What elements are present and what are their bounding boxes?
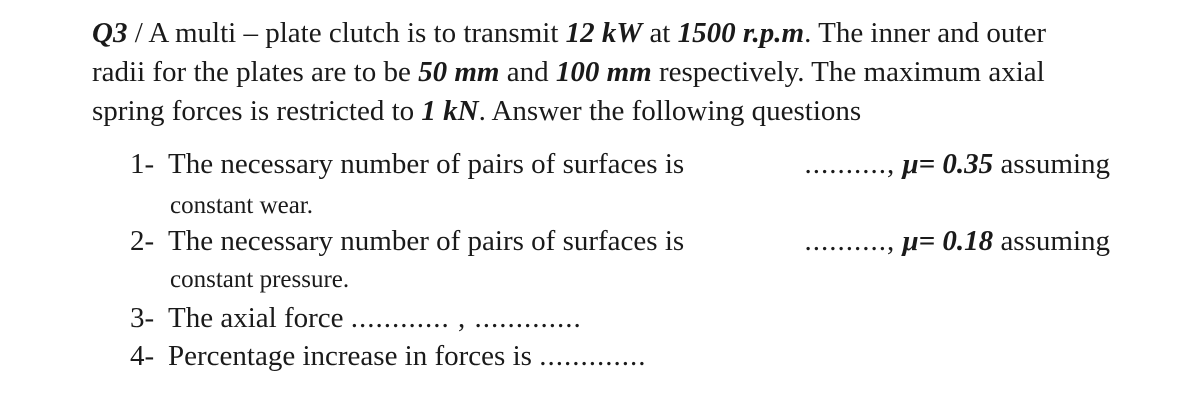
question-item-2-right bbox=[805, 225, 1110, 258]
item-text: The necessary number of pairs of surfaces is bbox=[168, 148, 685, 180]
answer-blank: ............ , ............. bbox=[350, 302, 582, 334]
item-number: 4- bbox=[130, 340, 155, 372]
question-item-1 bbox=[130, 148, 684, 181]
statement-text: respectively. The maximum axial bbox=[651, 56, 1045, 88]
answer-blank: .........., bbox=[804, 225, 896, 257]
statement-line-2 bbox=[92, 53, 1112, 92]
answer-blank: ............. bbox=[539, 340, 647, 372]
statement-text: . Answer the following questions bbox=[478, 95, 862, 127]
statement-text: radii for the plates are to be bbox=[92, 56, 419, 88]
friction-coefficient: μ= 0.18 bbox=[902, 225, 994, 257]
question-item-1-right bbox=[805, 148, 1110, 181]
speed-value: 1500 r.p.m bbox=[677, 17, 805, 49]
question-item-1-continuation: constant wear. bbox=[170, 192, 314, 219]
friction-coefficient: μ= 0.35 bbox=[902, 148, 994, 180]
axial-force-limit: 1 kN bbox=[421, 95, 479, 127]
item-number: 3- bbox=[130, 302, 155, 334]
question-number: Q3 bbox=[92, 17, 128, 49]
statement-text: . The inner and outer bbox=[804, 17, 1046, 49]
item-text: assuming bbox=[993, 148, 1110, 180]
item-text: Percentage increase in forces is bbox=[168, 340, 540, 372]
statement-text: and bbox=[499, 56, 556, 88]
question-item-2 bbox=[130, 225, 684, 258]
problem-statement bbox=[92, 14, 1112, 131]
question-item-3 bbox=[130, 302, 582, 335]
item-text: The necessary number of pairs of surfaces is bbox=[168, 225, 685, 257]
question-item-4 bbox=[130, 340, 646, 373]
item-text: assuming bbox=[993, 225, 1110, 257]
item-text: The axial force bbox=[168, 302, 351, 334]
statement-text: at bbox=[642, 17, 678, 49]
statement-line-3 bbox=[92, 92, 1112, 131]
question-item-2-continuation: constant pressure. bbox=[170, 266, 350, 293]
item-number: 1- bbox=[130, 148, 155, 180]
item-number: 2- bbox=[130, 225, 155, 257]
statement-line-1 bbox=[92, 14, 1112, 53]
inner-radius-value: 50 mm bbox=[418, 56, 500, 88]
outer-radius-value: 100 mm bbox=[555, 56, 652, 88]
statement-text: / A multi – plate clutch is to transmit bbox=[127, 17, 566, 49]
power-value: 12 kW bbox=[565, 17, 643, 49]
answer-blank: .........., bbox=[804, 148, 896, 180]
statement-text: spring forces is restricted to bbox=[92, 95, 422, 127]
